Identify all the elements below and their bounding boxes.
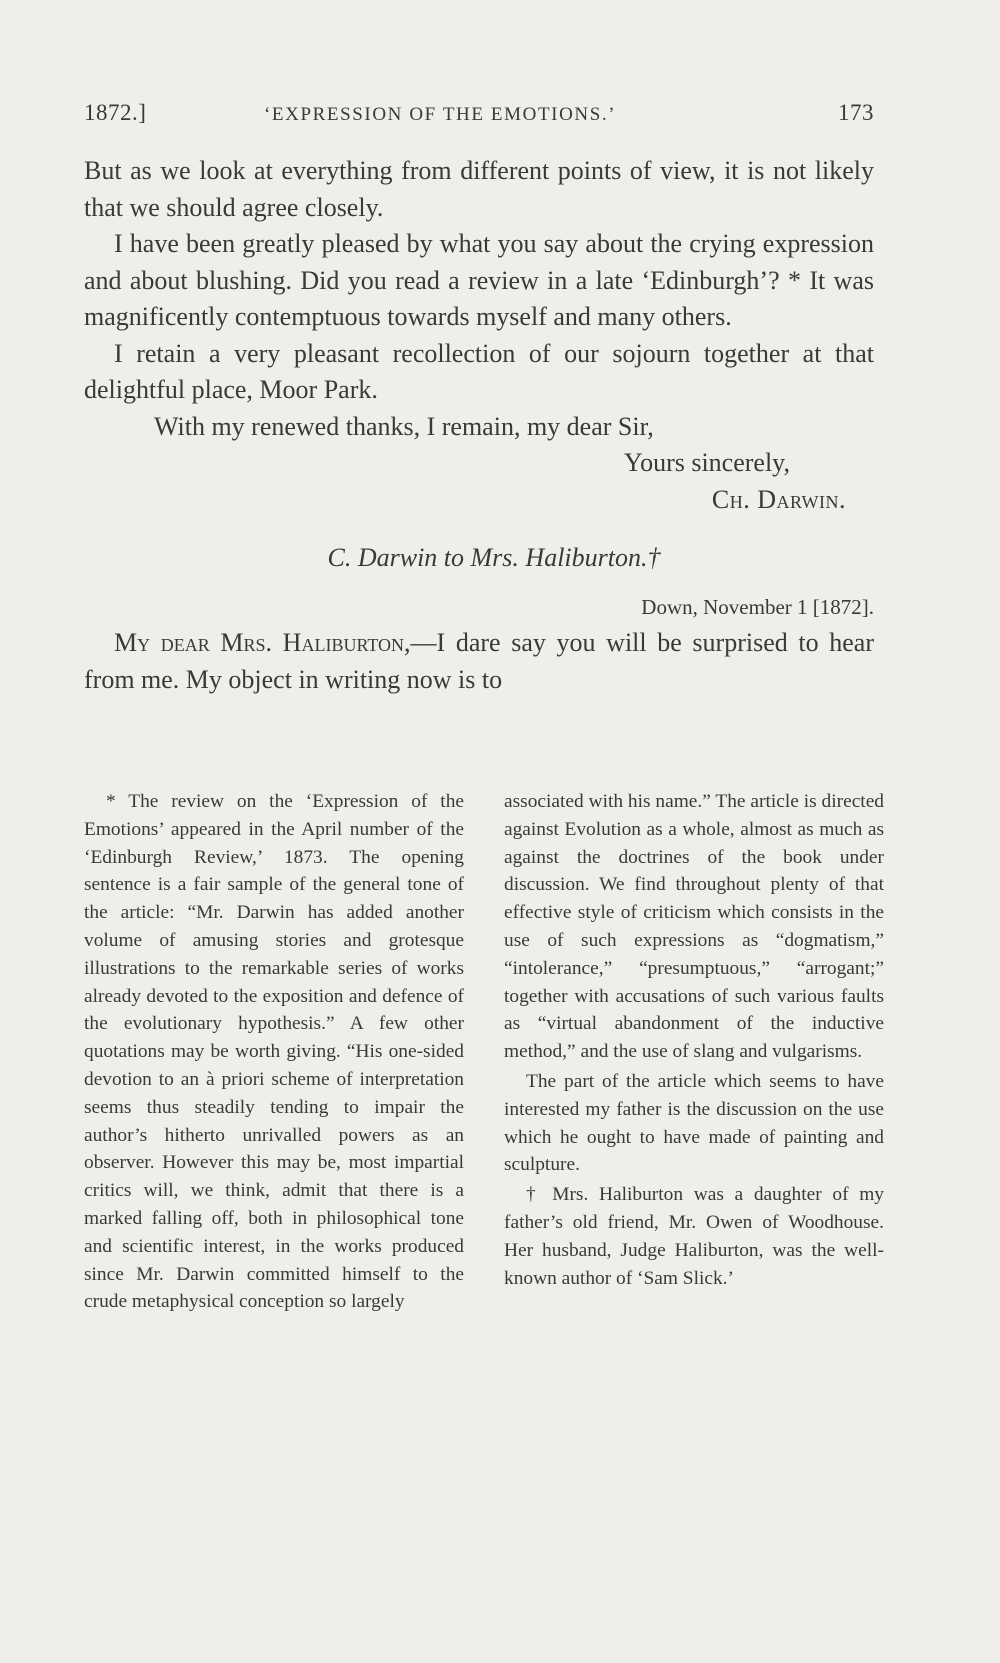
footnote-column-left — [84, 788, 464, 1316]
footnotes — [84, 788, 884, 1316]
closing-line: With my renewed thanks, I remain, my dear Sir, — [154, 411, 654, 441]
signature: Ch. Darwin. — [711, 484, 846, 514]
footnote-review-continued: associated with his name.” The article is directed against Evolution as a whole, almost as much as against the doctrines of the book under discussion. We find throughout plenty of that effective style of criticism which consists in the use of such expressions as “dogmatism,” “intolerance,” “presumptuous,” “arrogant;” together with accusations of such various faults as “virtual abandonment of the inductive method,” and the use of slang and vulgarisms. — [504, 791, 884, 1063]
signoff: Yours sincerely, — [623, 448, 790, 477]
footnote-haliburton: † Mrs. Haliburton was a daughter of my father’s old friend, Mr. Owen of Woodhouse. Her husband, Judge Haliburton, was the well-known author of ‘Sam Slick.’ — [504, 1184, 884, 1289]
letter-heading: C. Darwin to Mrs. Haliburton.† — [327, 543, 661, 572]
paragraph-2: I have been greatly pleased by what you say about the crying expression and about blushing. Did you read a review in a late ‘Edinburgh’? * It was magnificently contemptuous towards myself and many others. — [84, 229, 874, 331]
paragraph-1: But as we look at everything from different points of view, it is not likely that we should agree closely. — [84, 156, 874, 222]
letter-body — [84, 153, 874, 698]
header-title: ‘EXPRESSION OF THE EMOTIONS.’ — [264, 104, 617, 125]
letter-dateline: Down, November 1 [1872]. — [641, 594, 874, 619]
page-number: 173 — [838, 100, 874, 125]
footnote-column-right — [504, 788, 884, 1316]
salutation-paragraph — [84, 625, 874, 698]
page-content — [84, 96, 874, 698]
header-year: 1872.] — [84, 100, 147, 125]
opening-text: —I dare say you will be surprised to hear from me. My object in writing now is to — [84, 628, 874, 694]
footnote-painting-sculpture: The part of the article which seems to have interested my father is the discussion on the use which he ought to have made of painting and sculpture. — [504, 1070, 884, 1176]
salutation: My dear Mrs. Haliburton, — [114, 628, 411, 657]
running-head — [84, 96, 874, 136]
footnote-review: * The review on the ‘Expression of the Emotions’ appeared in the April number of the ‘Edinburgh Review,’ 1873. The opening sentence is a fair sample of the general tone of the article: “Mr. Darwin has added another volume of amusing stories and grotesque illustrations to the remarkable series of works already devoted to the exposition and defence of the evolutionary hypothesis.” A few other quotations may be worth giving. “His one-sided devotion to an à priori scheme of interpretation seems thus steadily tending to impair the author’s hitherto unrivalled powers as an observer. However this may be, most impartial critics will, we think, admit that there is a marked falling off, both in philosophical tone and scientific interest, in the works produced since Mr. Darwin committed himself to the crude metaphysical conception so largely — [84, 791, 464, 1313]
paragraph-3: I retain a very pleasant recollection of our sojourn together at that delightful place, Moor Park. — [84, 338, 874, 404]
